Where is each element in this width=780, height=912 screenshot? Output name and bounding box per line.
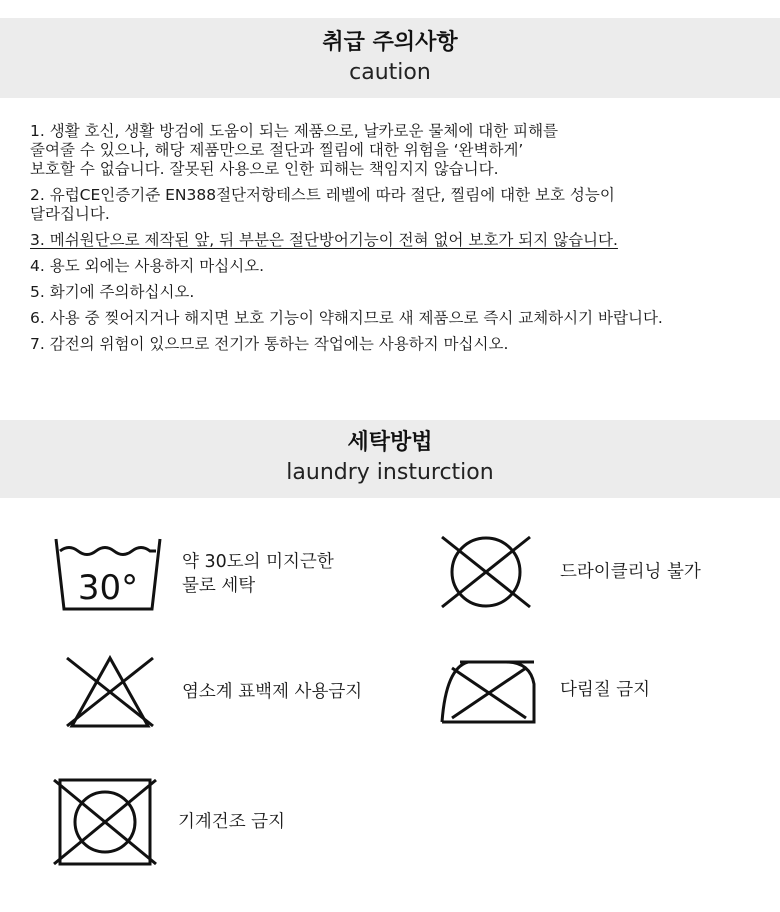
caution-note-5: 5. 화기에 주의하십시오. (30, 283, 195, 301)
caution-note-4: 4. 용도 외에는 사용하지 마십시오. (30, 257, 265, 275)
care-item-wash (52, 535, 334, 613)
wash-label: 약 30도의 미지근한 물로 세탁 (182, 552, 334, 596)
dry-clean-label: 드라이클리닝 불가 (560, 562, 701, 582)
caution-notes-list (30, 122, 770, 361)
bleach-label: 염소계 표백제 사용금지 (182, 682, 363, 702)
care-item-iron (438, 654, 650, 726)
no-tumble-dry-icon (52, 776, 158, 868)
caution-note-6: 6. 사용 중 찢어지거나 해지면 보호 기능이 약해지므로 새 제품으로 즉시 교체하시기 바랍니다. (30, 309, 663, 327)
no-iron-icon (438, 654, 538, 726)
caution-title-ko: 취급 주의사항 (322, 30, 458, 55)
care-item-tumble-dry (52, 776, 285, 868)
caution-note-2: 2. 유럽CE인증기준 EN388절단저항테스트 레벨에 따라 절단, 찔림에 대한 보호 성능이 달라집니다. (30, 186, 615, 223)
caution-header (0, 18, 780, 98)
care-item-dry-clean (438, 533, 701, 611)
iron-label: 다림질 금지 (560, 680, 651, 700)
caution-note-3: 3. 메쉬원단으로 제작된 앞, 뒤 부분은 절단방어기능이 전혀 없어 보호가 되지 않습니다. (30, 231, 618, 249)
no-bleach-icon (64, 652, 156, 732)
caution-title-en: caution (349, 60, 431, 85)
wash-temperature-text: 30° (77, 568, 139, 608)
laundry-title-en: laundry insturction (286, 460, 494, 485)
no-dry-clean-icon (438, 533, 534, 611)
wash-30-icon (52, 535, 164, 613)
care-item-bleach (64, 652, 362, 732)
tumble-dry-label: 기계건조 금지 (178, 812, 285, 832)
laundry-header (0, 420, 780, 498)
caution-note-7: 7. 감전의 위험이 있으므로 전기가 통하는 작업에는 사용하지 마십시오. (30, 335, 509, 353)
caution-note-1: 1. 생활 호신, 생활 방검에 도움이 되는 제품으로, 날카로운 물체에 대한 피해를 줄여줄 수 있으나, 해당 제품만으로 절단과 찔림에 대한 위험을 ‘완벽하게’ 보호할 수 없습니다. 잘못된 사용으로 인한 피해는 책임지지 않습니다. (30, 122, 559, 178)
laundry-title-ko: 세탁방법 (347, 430, 433, 455)
